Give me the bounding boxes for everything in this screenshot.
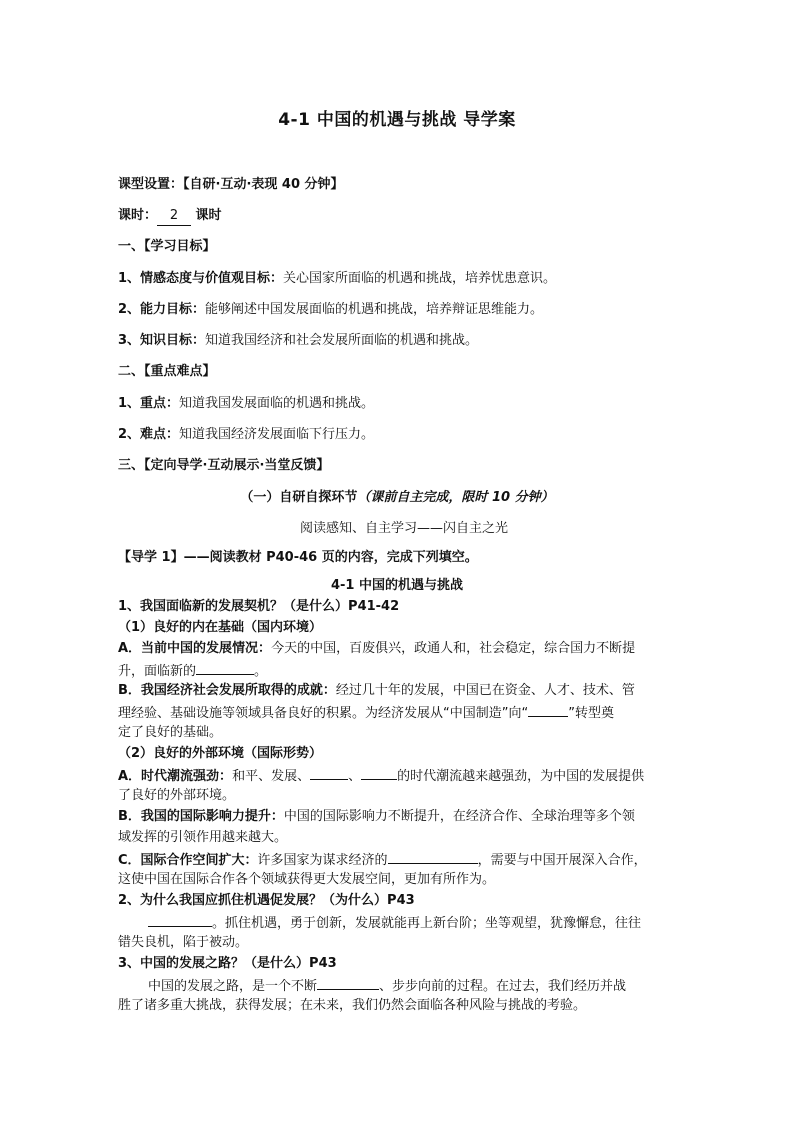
- page-title: 4-1 中国的机遇与挑战 导学案: [278, 110, 516, 130]
- keypoint-1-label: 1、重点：: [118, 396, 180, 411]
- fill-blank[interactable]: [361, 766, 397, 780]
- q1-item-b-label: B．我国经济社会发展所取得的成就：: [118, 683, 336, 698]
- question-1-heading: 1、我国面临新的发展契机？（是什么）P41-42: [118, 599, 400, 614]
- question-1-sub-2: （2）良好的外部环境（国际形势）: [118, 746, 323, 761]
- keypoint-2-text: 知道我国经济发展面临下行压力。: [179, 427, 375, 442]
- q3-text1-end: 、步步向前的过程。在过去，我们经历并战: [379, 979, 627, 994]
- class-hours: [118, 207, 688, 226]
- question-2-heading: 2、为什么我国应抓住机遇促发展？（为什么）P43: [118, 893, 415, 908]
- q1-item-b-text2: 理经验、基础设施等领域具备良好的积累。为经济发展从“中国制造”向“: [118, 706, 529, 721]
- q1-item-b-text1: 经过几十年的发展，中国已在资金、人才、技术、管: [335, 683, 635, 698]
- q1-item-c-line2: 了良好的外部环境。: [118, 788, 236, 803]
- keypoint-2-label: 2、难点：: [118, 427, 180, 442]
- q1-item-b-line3: 定了良好的基础。: [118, 725, 223, 740]
- reading-line: 阅读感知、自主学习——闪自主之光: [300, 521, 509, 536]
- q1-item-e-label: C．国际合作空间扩大：: [118, 853, 258, 868]
- question-3-heading: 3、中国的发展之路？（是什么）P43: [118, 956, 337, 971]
- q1-item-c-text1: 和平、发展、: [232, 769, 311, 784]
- q1-item-d-line1: [118, 808, 688, 826]
- subsection-main: （一）自研自探环节: [240, 490, 358, 505]
- course-setup-value: 【自研·互动·表现 40 分钟】: [183, 177, 344, 192]
- q1-item-a-line1: [118, 640, 688, 658]
- course-setup-label: 课型设置：: [118, 177, 184, 192]
- class-hours-label: 课时：: [118, 208, 158, 223]
- q3-line2: 胜了诸多重大挑战，获得发展；在未来，我们仍然会面临各种风险与挑战的考验。: [118, 998, 587, 1013]
- q1-item-a-text2: 升，面临新的: [118, 664, 197, 679]
- q1-item-a-text2-end: 。: [254, 664, 268, 679]
- q1-item-c-line1: [118, 766, 688, 786]
- q3-line1: [118, 976, 718, 996]
- q1-item-a-label: A．当前中国的发展情况：: [118, 641, 272, 656]
- q2-line1: [118, 913, 718, 933]
- q1-item-e-line2: 这使中国在国际合作各个领域获得更大发展空间，更加有所作为。: [118, 872, 496, 887]
- q1-item-d-label: B．我国的国际影响力提升：: [118, 809, 284, 824]
- objective-3: [118, 332, 688, 350]
- fill-blank[interactable]: [196, 661, 254, 675]
- guide-1: [118, 549, 688, 567]
- q1-item-a-text1: 今天的中国，百废俱兴，政通人和，社会稳定，综合国力不断提: [271, 641, 636, 656]
- objective-3-label: 3、知识目标：: [118, 333, 206, 348]
- objective-2: [118, 301, 688, 319]
- q2-line2: 错失良机，陷于被动。: [118, 935, 249, 950]
- q1-item-d-text1: 中国的国际影响力不断提升，在经济合作、全球治理等多个领: [283, 809, 635, 824]
- q3-text1: 中国的发展之路，是一个不断: [148, 979, 318, 994]
- q1-item-b-text2-end: ”转型奠: [568, 706, 614, 721]
- section-objectives-heading: 一、【学习目标】: [118, 239, 216, 254]
- objective-1-text: 关心国家所面临的机遇和挑战，培养忧患意识。: [283, 271, 557, 286]
- q1-item-c-label: A．时代潮流强劲：: [118, 769, 233, 784]
- q1-item-c-text1-end: 的时代潮流越来越强劲，为中国的发展提供: [397, 769, 645, 784]
- q1-item-e-text1-end: ，需要与中国开展深入合作，: [477, 853, 647, 868]
- guide-1-label: 【导学 1】: [118, 550, 184, 565]
- keypoint-2: [118, 426, 688, 444]
- course-setup: [118, 176, 688, 194]
- q1-item-d-line2: 域发挥的引领作用越来越大。: [118, 830, 288, 845]
- fill-blank[interactable]: [528, 703, 568, 717]
- fill-blank[interactable]: [310, 766, 348, 780]
- q1-item-c-sep: 、: [348, 769, 362, 784]
- q1-item-e-line1: [118, 850, 688, 870]
- keypoint-1-text: 知道我国发展面临的机遇和挑战。: [179, 396, 375, 411]
- q1-item-b-line1: [118, 682, 688, 700]
- lesson-title: 4-1 中国的机遇与挑战: [330, 578, 463, 593]
- objective-1: [118, 270, 688, 288]
- objective-2-label: 2、能力目标：: [118, 302, 206, 317]
- q1-item-e-text1: 许多国家为谋求经济的: [257, 853, 388, 868]
- q2-text1: 。抓住机遇，勇于创新，发展就能再上新台阶；坐等观望，犹豫懈怠，往往: [212, 916, 642, 931]
- subsection-heading: [0, 489, 794, 507]
- subsection-note: （课前自主完成，限时 10 分钟）: [357, 490, 554, 505]
- fill-blank[interactable]: [148, 913, 212, 927]
- section-guide-heading: 三、【定向导学·互动展示·当堂反馈】: [118, 458, 330, 473]
- section-keypoints-heading: 二、【重点难点】: [118, 364, 216, 379]
- guide-1-text: ——阅读教材 P40-46 页的内容，完成下列填空。: [183, 550, 478, 565]
- class-hours-suffix: 课时: [195, 208, 222, 223]
- class-hours-value: 2: [157, 207, 191, 226]
- question-1-sub-1: （1）良好的内在基础（国内环境）: [118, 620, 323, 635]
- objective-3-text: 知道我国经济和社会发展所面临的机遇和挑战。: [205, 333, 479, 348]
- keypoint-1: [118, 395, 688, 413]
- q1-item-b-line2: [118, 703, 688, 723]
- objective-1-label: 1、情感态度与价值观目标：: [118, 271, 284, 286]
- fill-blank[interactable]: [388, 850, 478, 864]
- objective-2-text: 能够阐述中国发展面临的机遇和挑战，培养辩证思维能力。: [205, 302, 544, 317]
- q1-item-a-line2: [118, 661, 688, 681]
- fill-blank[interactable]: [317, 976, 379, 990]
